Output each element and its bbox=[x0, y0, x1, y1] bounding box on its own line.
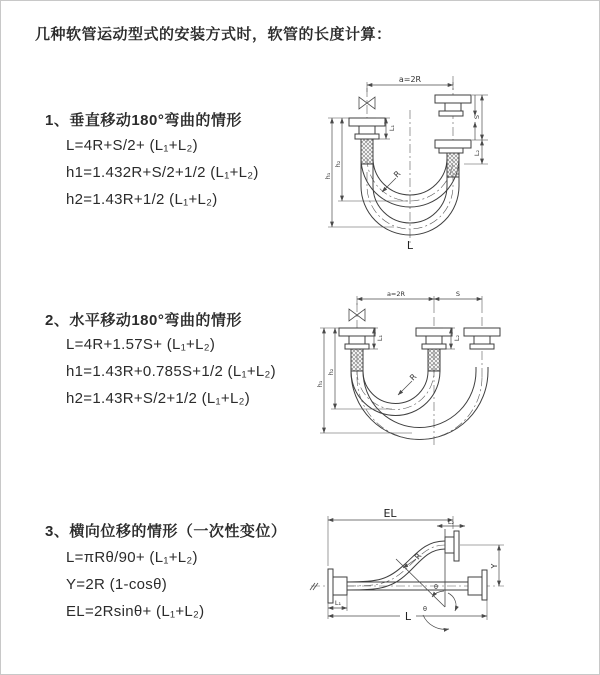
section-3-formula-Y: Y=2R (1-cosθ) bbox=[66, 576, 168, 593]
right-flange-original bbox=[468, 570, 487, 600]
dim-label-l1: L₁ bbox=[376, 334, 384, 342]
dim-r bbox=[382, 169, 403, 192]
dim-label-y: Y bbox=[490, 563, 499, 569]
dim-label-l2: L₂ bbox=[447, 518, 455, 526]
center-flange bbox=[416, 328, 452, 371]
dim-el bbox=[328, 507, 453, 566]
hose-braid-hatch bbox=[351, 349, 363, 371]
dim-label-a2r: a=2R bbox=[398, 75, 422, 84]
dim-label-h1: h₁ bbox=[324, 172, 332, 180]
dim-label-s: S bbox=[473, 114, 481, 120]
upper-flange-displaced bbox=[445, 531, 459, 561]
hose-braid-hatch bbox=[361, 139, 373, 164]
section-2-formula-L: L=4R+1.57S+ (L₁+L₂) bbox=[66, 336, 216, 353]
section-2-formula-h1: h1=1.43R+0.785S+1/2 (L₁+L₂) bbox=[66, 363, 276, 380]
hose-braid-hatch bbox=[447, 153, 459, 177]
dim-label-l1: L₁ bbox=[388, 124, 396, 132]
dim-label-l: L bbox=[404, 610, 412, 623]
section-3-heading: 3、横向位移的情形（一次性变位） bbox=[45, 523, 287, 540]
angle-label-theta-2: θ bbox=[423, 605, 427, 613]
dim-label-h2: h₂ bbox=[334, 160, 342, 168]
right-flange bbox=[464, 328, 500, 349]
dim-label-a2r: a=2R bbox=[386, 290, 406, 298]
dim-label-l2: L₂ bbox=[473, 149, 481, 157]
dim-label-h2: h₂ bbox=[327, 368, 335, 376]
dim-label-l1: L₁ bbox=[334, 599, 342, 607]
section-3-formula-EL: EL=2Rsinθ+ (L₁+L₂) bbox=[66, 603, 205, 620]
dim-label-h1: h₁ bbox=[316, 380, 324, 388]
dim-label-l2: L₂ bbox=[453, 334, 461, 342]
section-1-heading: 1、垂直移动180°弯曲的情形 bbox=[45, 112, 242, 129]
right-flange-lower bbox=[435, 140, 471, 177]
dim-label-r: R bbox=[412, 551, 424, 562]
dim-a2r bbox=[367, 75, 453, 92]
dim-s bbox=[464, 95, 488, 164]
section-2-formula-h2: h2=1.43R+S/2+1/2 (L₁+L₂) bbox=[66, 390, 251, 407]
hose-s-curve bbox=[347, 541, 445, 590]
dim-label-l: L bbox=[406, 239, 414, 252]
section-1-formula-h1: h1=1.432R+S/2+1/2 (L₁+L₂) bbox=[66, 164, 259, 181]
section-1-formula-h2: h2=1.43R+1/2 (L₁+L₂) bbox=[66, 191, 218, 208]
hose-arcs-moved bbox=[351, 367, 488, 440]
section-1-formula-L: L=4R+S/2+ (L₁+L₂) bbox=[66, 137, 198, 154]
dim-label-s: S bbox=[455, 290, 461, 298]
section-3-formula-L: L=πRθ/90+ (L₁+L₂) bbox=[66, 549, 198, 566]
dim-label-r: R bbox=[392, 169, 403, 180]
diagram-vertical-180 bbox=[316, 72, 590, 258]
page-title: 几种软管运动型式的安装方式时，软管的长度计算： bbox=[35, 26, 392, 43]
dim-r bbox=[403, 551, 424, 568]
diagram-lateral-displacement bbox=[308, 505, 598, 660]
right-flange-upper bbox=[435, 95, 471, 116]
dim-l bbox=[328, 600, 487, 623]
left-flange bbox=[349, 118, 385, 164]
hose-braid-hatch bbox=[428, 349, 440, 371]
dim-label-r: R bbox=[408, 372, 419, 383]
dim-label-el: EL bbox=[383, 507, 397, 520]
dim-l2 bbox=[437, 518, 465, 526]
dim-a2r bbox=[357, 290, 482, 313]
centerline-break-mark bbox=[310, 583, 318, 590]
left-flange bbox=[328, 569, 347, 603]
section-2-heading: 2、水平移动180°弯曲的情形 bbox=[45, 312, 242, 329]
angle-label-theta: θ bbox=[434, 583, 438, 591]
diagram-horizontal-180 bbox=[312, 285, 594, 455]
dim-r bbox=[398, 372, 419, 395]
left-flange bbox=[339, 328, 375, 371]
